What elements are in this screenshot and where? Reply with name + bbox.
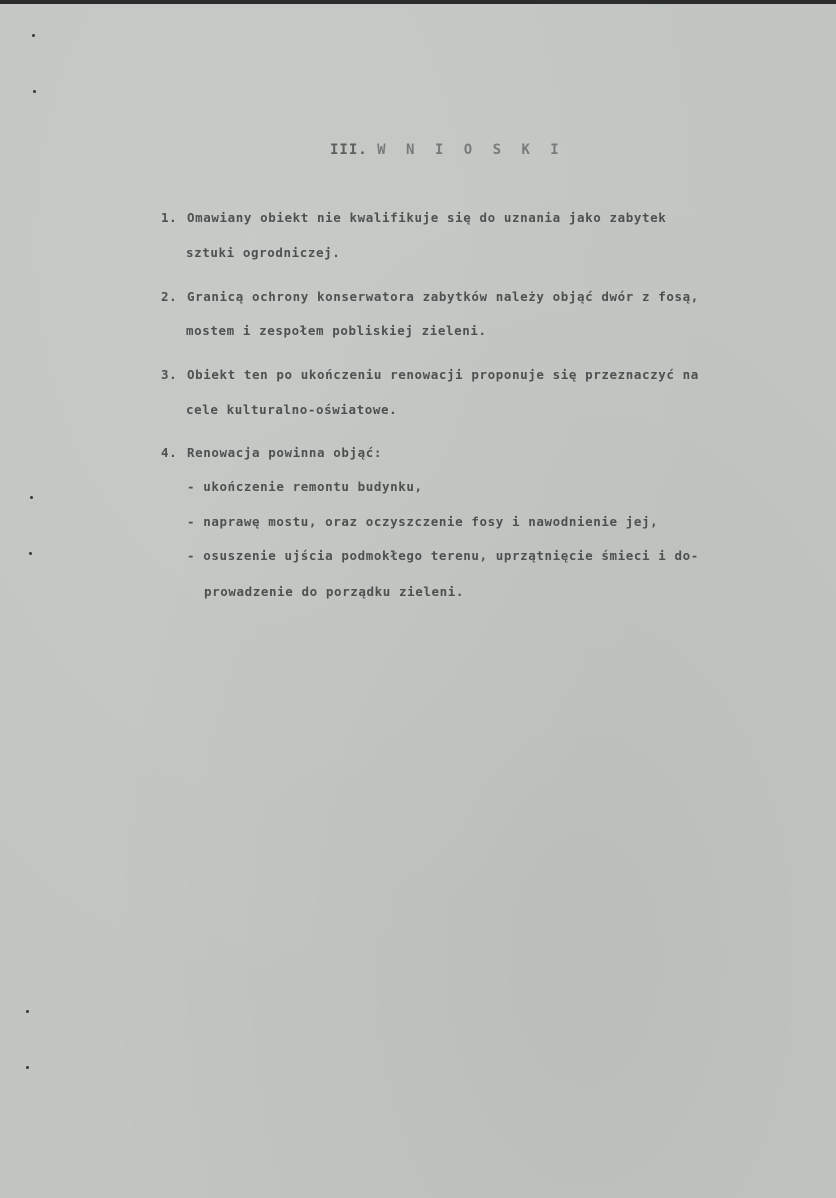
- item-text-continued: mostem i zespołem pobliskiej zieleni.: [186, 323, 487, 338]
- item-text: Renowacja powinna objąć:: [187, 445, 383, 460]
- item-text: Granicą ochrony konserwatora zabytków należy objąć dwór z fosą,: [187, 289, 699, 304]
- item-number: 2.: [161, 289, 178, 304]
- sub-item: - naprawę mostu, oraz oczyszczenie fosy i nawodnienie jej,: [187, 514, 659, 529]
- sub-item: - osuszenie ujścia podmokłego terenu, uprzątnięcie śmieci i do-: [187, 548, 699, 563]
- margin-mark: [30, 496, 33, 499]
- margin-mark: [26, 1066, 29, 1069]
- item-text: Obiekt ten po ukończeniu renowacji proponuje się przeznaczyć na: [187, 367, 699, 382]
- section-number: III.: [330, 142, 368, 158]
- section-heading: [330, 142, 565, 158]
- item-text-continued: cele kulturalno-oświatowe.: [186, 402, 398, 417]
- item-number: 1.: [161, 210, 178, 225]
- item-number: 3.: [161, 367, 178, 382]
- sub-item-continued: prowadzenie do porządku zieleni.: [204, 584, 465, 599]
- item-number: 4.: [161, 445, 178, 460]
- item-text-continued: sztuki ogrodniczej.: [186, 245, 341, 260]
- sub-item: - ukończenie remontu budynku,: [187, 479, 423, 494]
- margin-mark: [32, 34, 35, 37]
- item-text: Omawiany obiekt nie kwalifikuje się do uznania jako zabytek: [187, 210, 667, 225]
- margin-mark: [29, 552, 32, 555]
- section-title: W N I O S K I: [377, 142, 565, 158]
- margin-mark: [33, 90, 36, 93]
- margin-mark: [26, 1010, 29, 1013]
